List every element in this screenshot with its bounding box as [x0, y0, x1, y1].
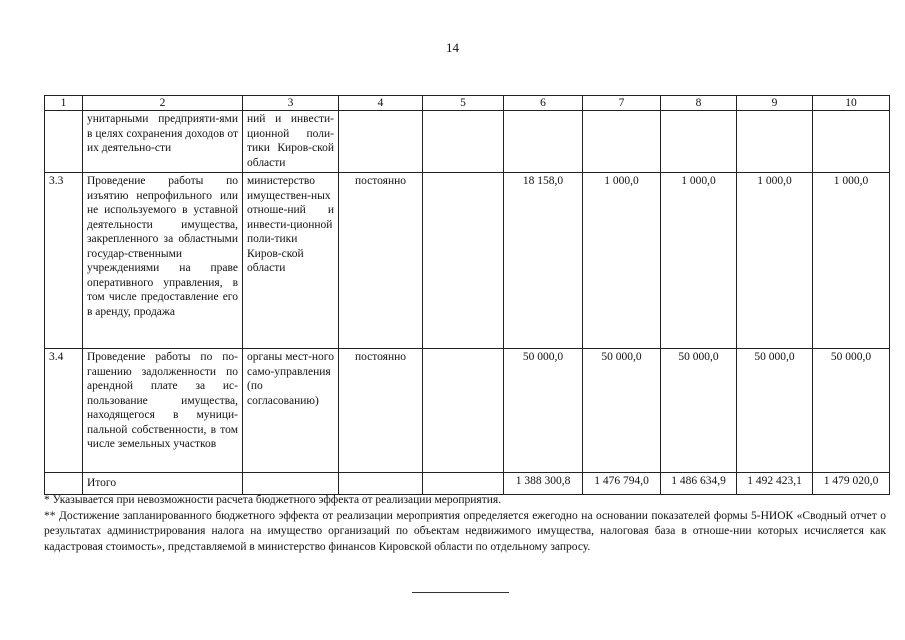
executor-cell: министерство имуществен-ных отноше-ний и инвести-ционной поли-тики Киров-ской области — [243, 173, 339, 349]
total-value-6: 1 388 300,8 — [504, 473, 583, 495]
value-cell-6: 50 000,0 — [504, 349, 583, 473]
total-label: Итого — [83, 473, 243, 495]
table-row — [45, 111, 890, 173]
value-cell-8: 1 000,0 — [661, 173, 737, 349]
measure-name-cell: унитарными предприяти-ями в целях сохранения доходов от их деятельно-сти — [83, 111, 243, 173]
value-cell-9: 1 000,0 — [737, 173, 813, 349]
footnotes — [44, 493, 886, 555]
budget-effect-table — [44, 95, 890, 495]
table-row — [45, 173, 890, 349]
executor-cell: ний и инвести-ционной поли-тики Киров-ской области — [243, 111, 339, 173]
total-value-7: 1 476 794,0 — [583, 473, 661, 495]
total-value-10: 1 479 020,0 — [813, 473, 890, 495]
column-header: 10 — [813, 96, 890, 111]
value-cell-9 — [737, 111, 813, 173]
column-header: 5 — [423, 96, 504, 111]
closing-rule — [412, 592, 509, 593]
column-header: 2 — [83, 96, 243, 111]
footnote-2: ** Достижение запланированного бюджетного эффекта от реализации мероприятия определяется ежегодно на основании показателей формы 5-НИОК «Сводный отчет о результатах администрирования налога на имущество организаций по объектам недвижимого имущества, налоговая база в отноше-нии которых исчисляется как кадастровая стоимость», представляемой в министерство финансов Кировской области по отдельному запросу. — [44, 509, 886, 553]
page-number: 14 — [446, 40, 459, 55]
column-header: 1 — [45, 96, 83, 111]
table-row — [45, 349, 890, 473]
period-cell: постоянно — [339, 173, 423, 349]
value-cell-7: 1 000,0 — [583, 173, 661, 349]
measure-name-cell: Проведение работы по изъятию непрофильного или не используемого в уставной деятельности имущества, закрепленного за областными государ-ственными учреждениями на праве оперативного управления, в том числе предоставление его в аренду, продажа — [83, 173, 243, 349]
value-cell-10 — [813, 111, 890, 173]
total-value-8: 1 486 634,9 — [661, 473, 737, 495]
value-cell-7 — [583, 111, 661, 173]
value-cell-6: 18 158,0 — [504, 173, 583, 349]
column-header: 3 — [243, 96, 339, 111]
column-header: 7 — [583, 96, 661, 111]
row-number-cell: 3.4 — [45, 349, 83, 473]
value-cell-8: 50 000,0 — [661, 349, 737, 473]
value-cell-7: 50 000,0 — [583, 349, 661, 473]
total-row — [45, 473, 890, 495]
executor-cell: органы мест-ного само-управления (по согласованию) — [243, 349, 339, 473]
column5-cell — [423, 173, 504, 349]
column5-cell — [423, 111, 504, 173]
column-header: 4 — [339, 96, 423, 111]
table-header-row — [45, 96, 890, 111]
row-number-cell — [45, 111, 83, 173]
period-cell — [339, 111, 423, 173]
value-cell-6 — [504, 111, 583, 173]
value-cell-10: 50 000,0 — [813, 349, 890, 473]
row-number-cell: 3.3 — [45, 173, 83, 349]
value-cell-8 — [661, 111, 737, 173]
measure-name-cell: Проведение работы по по-гашению задолженности по арендной плате за ис-пользование имущества, находящегося в муници-пальной собственности, в том числе земельных участков — [83, 349, 243, 473]
column5-cell — [423, 349, 504, 473]
column-header: 6 — [504, 96, 583, 111]
value-cell-10: 1 000,0 — [813, 173, 890, 349]
total-value-9: 1 492 423,1 — [737, 473, 813, 495]
period-cell: постоянно — [339, 349, 423, 473]
value-cell-9: 50 000,0 — [737, 349, 813, 473]
column-header: 9 — [737, 96, 813, 111]
column-header: 8 — [661, 96, 737, 111]
footnote-1: * Указывается при невозможности расчета бюджетного эффекта от реализации мероприятия. — [44, 494, 502, 506]
